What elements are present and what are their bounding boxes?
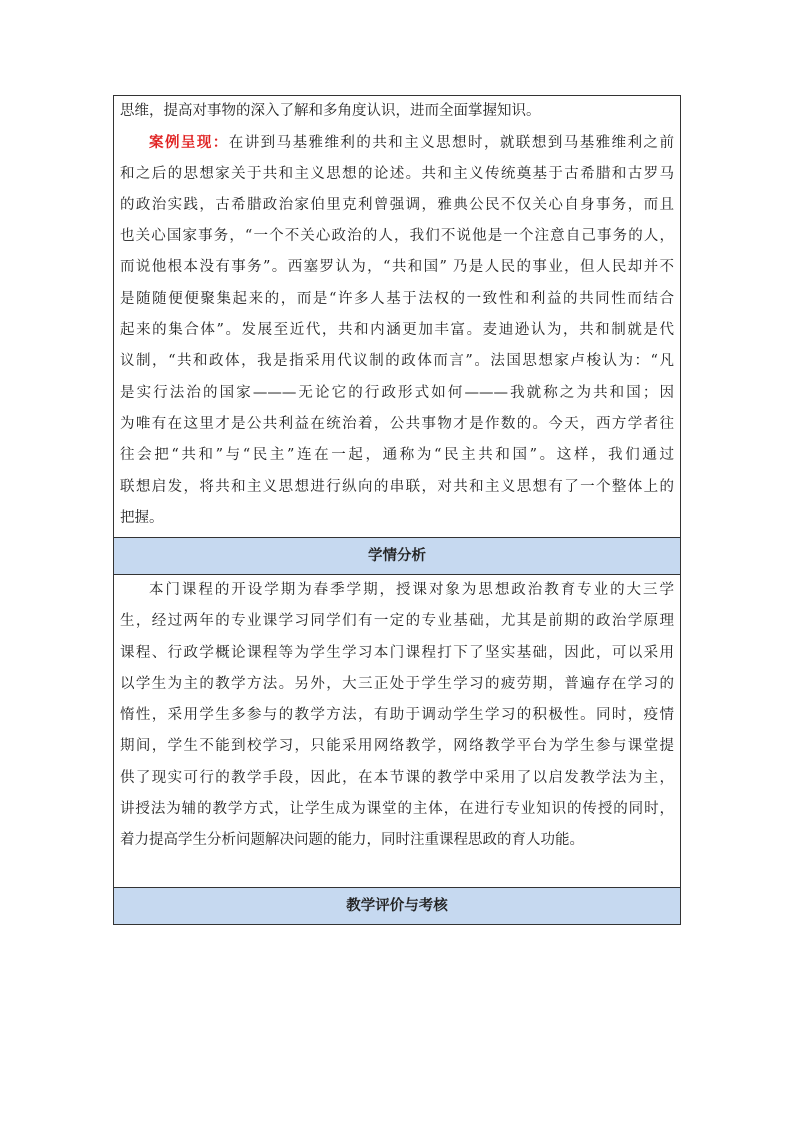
text-line: 起来的集合体”。发展至近代，共和内涵更加丰富。麦迪逊认为，共和制就是代 (120, 322, 674, 339)
case-presentation-cell (114, 96, 680, 537)
section-header-student-analysis: 学情分析 (114, 537, 680, 575)
text-line: 思维，提高对事物的深入了解和多角度认识，进而全面掌握知识。 (120, 103, 541, 119)
text-line: 和之后的思想家关于共和主义思想的论述。共和主义传统奠基于古希腊和古罗马 (120, 165, 674, 182)
text-line: 期间，学生不能到校学习，只能采用网络教学，网络教学平台为学生参与课堂提 (120, 738, 674, 755)
text-line: 以学生为主的教学方法。另外，大三正处于学生学习的疲劳期，普遍存在学习的 (120, 675, 674, 692)
text-line: 而说他根本没有事务”。西塞罗认为，“共和国” 乃是人民的事业，但人民却并不 (120, 259, 674, 276)
text-line: 为唯有在这里才是公共利益在统治着，公共事物才是作数的。今天，西方学者往 (120, 415, 674, 432)
text-line: 也关心国家事务，“一个不关心政治的人，我们不说他是一个注意自己事务的人， (120, 228, 674, 245)
text-line: 供了现实可行的教学手段，因此，在本节课的教学中采用了以启发教学法为主， (120, 769, 674, 786)
text-line: 讲授法为辅的教学方式，让学生成为课堂的主体，在进行专业知识的传授的同时， (120, 801, 674, 818)
text-line: 是实行法治的国家———无论它的行政形式如何———我就称之为共和国；因 (120, 384, 674, 401)
lesson-plan-table (113, 95, 681, 925)
text-line: 联想启发，将共和主义思想进行纵向的串联，对共和主义思想有了一个整体上的 (120, 478, 674, 495)
text-line: 着力提高学生分析问题解决问题的能力，同时注重课程思政的育人功能。 (120, 832, 584, 849)
student-analysis-cell (114, 575, 680, 887)
text-line: 本门课程的开设学期为春季学期，授课对象为思想政治教育专业的大三学 (149, 582, 674, 598)
text-line (120, 127, 674, 158)
section-header-evaluation: 教学评价与考核 (114, 887, 680, 924)
text-line: 生，经过两年的专业课学习同学们有一定的专业基础，尤其是前期的政治学原理 (120, 613, 674, 630)
case-label: 案例呈现： (149, 134, 229, 152)
text-span: 在讲到马基雅维利的共和主义思想时，就联想到马基雅维利之前 (228, 135, 674, 152)
text-line: 是随随便便聚集起来的，而是“许多人基于法权的一致性和利益的共同性而结合 (120, 290, 674, 307)
text-line: 议制，“共和政体，我是指采用代议制的政体而言”。法国思想家卢梭认为：“凡 (120, 353, 674, 370)
text-line: 的政治实践，古希腊政治家伯里克利曾强调，雅典公民不仅关心自身事务，而且 (120, 196, 674, 213)
text-line: 课程、行政学概论课程等为学生学习本门课程打下了坚实基础，因此，可以采用 (120, 644, 674, 661)
text-line: 惰性，采用学生多参与的教学方法，有助于调动学生学习的积极性。同时，疫情 (120, 707, 674, 724)
text-line: 往会把“共和”与“民主”连在一起，通称为“民主共和国”。这样，我们通过 (120, 447, 674, 464)
text-line: 把握。 (120, 509, 164, 526)
